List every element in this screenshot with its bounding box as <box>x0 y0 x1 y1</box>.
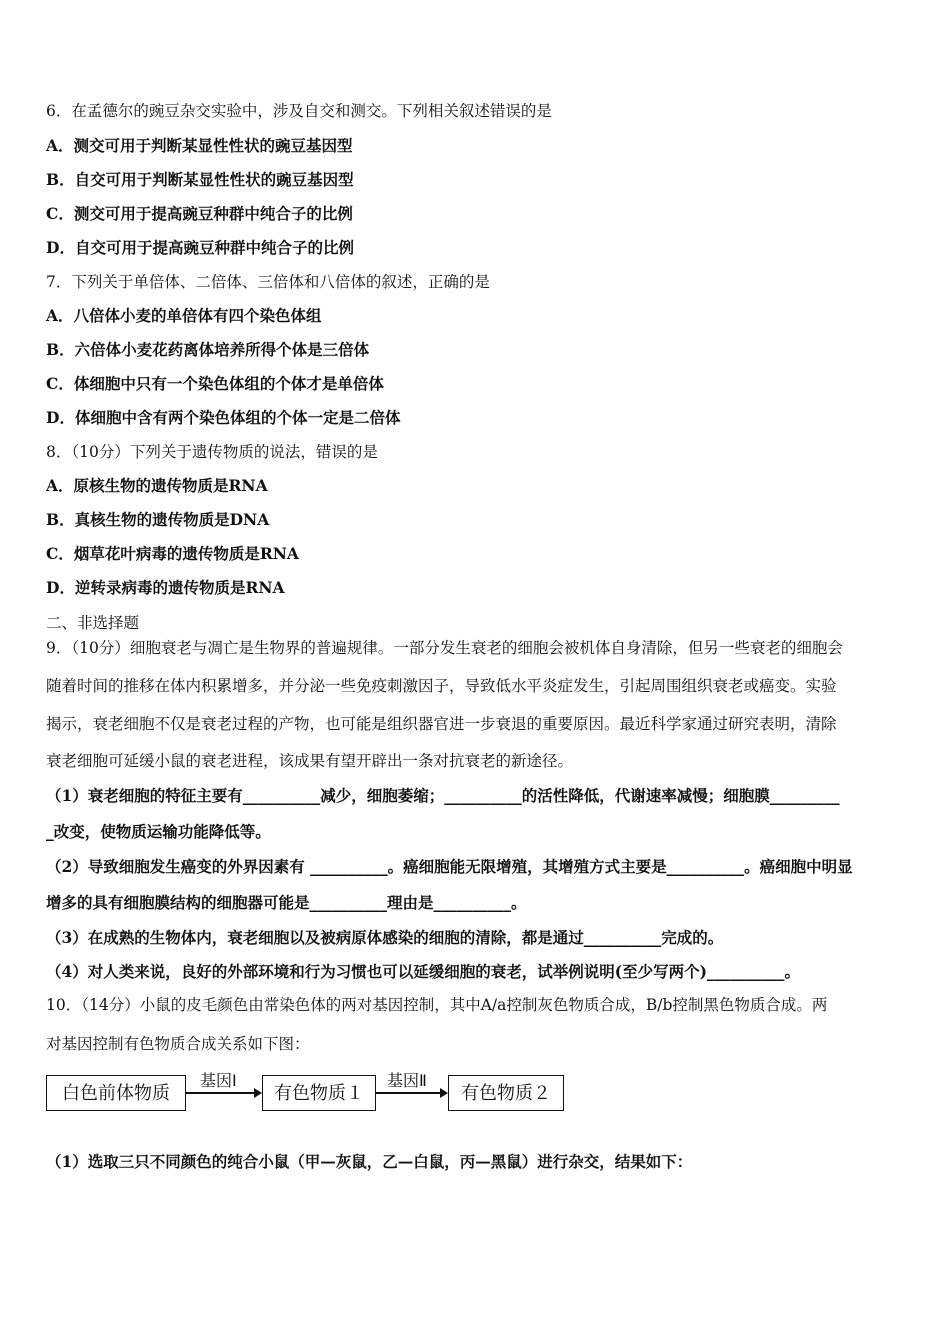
q6-option-c: C．测交可用于提高豌豆种群中纯合子的比例 <box>46 204 353 223</box>
gene-1-label: 基因Ⅰ <box>200 1071 237 1090</box>
q8-option-b: B．真核生物的遗传物质是DNA <box>46 510 270 529</box>
q9-sub1-line1: （1）衰老细胞的特征主要有__________减少，细胞萎缩；__________的活性降低，代谢速率减慢；细胞膜_________ <box>46 786 840 805</box>
q7-option-b: B．六倍体小麦花药离体培养所得个体是三倍体 <box>46 340 370 359</box>
q8-option-a: A．原核生物的遗传物质是RNA <box>46 476 268 495</box>
pathway-diagram <box>44 1070 584 1120</box>
q10-stem-line2: 对基因控制有色物质合成关系如下图： <box>46 1035 310 1053</box>
q8-option-c: C．烟草花叶病毒的遗传物质是RNA <box>46 544 299 563</box>
q6-stem: 6．在孟德尔的豌豆杂交实验中，涉及自交和测交。下列相关叙述错误的是 <box>46 102 552 120</box>
arrowhead-2 <box>440 1088 448 1098</box>
q7-option-a: A．八倍体小麦的单倍体有四个染色体组 <box>46 306 322 325</box>
q10-sub1: （1）选取三只不同颜色的纯合小鼠（甲—灰鼠，乙—白鼠，丙—黑鼠）进行杂交，结果如下： <box>46 1152 693 1171</box>
q7-option-d: D．体细胞中含有两个染色体组的个体一定是二倍体 <box>46 408 401 427</box>
white-precursor-box: 白色前体物质 <box>46 1075 186 1111</box>
q6-option-d: D．自交可用于提高豌豆种群中纯合子的比例 <box>46 238 354 257</box>
q7-option-c: C．体细胞中只有一个染色体组的个体才是单倍体 <box>46 374 384 393</box>
q8-stem: 8．（10分）下列关于遗传物质的说法，错误的是 <box>46 443 378 461</box>
q8-option-d: D．逆转录病毒的遗传物质是RNA <box>46 578 285 597</box>
section-heading: 二、非选择题 <box>46 614 140 632</box>
q9-sub1-line2: _改变，使物质运输功能降低等。 <box>46 822 271 841</box>
q6-option-b: B．自交可用于判断某显性性状的豌豆基因型 <box>46 170 354 189</box>
gene-2-label: 基因Ⅱ <box>387 1071 427 1090</box>
q10-stem-line1: 10．（14分）小鼠的皮毛颜色由常染色体的两对基因控制，其中A/a控制灰色物质合成，B/b控制黑色物质合成。两 <box>46 996 828 1014</box>
colored-substance-1-box: 有色物质１ <box>262 1075 376 1111</box>
q9-para-line-1: 9．（10分）细胞衰老与凋亡是生物界的普遍规律。一部分发生衰老的细胞会被机体自身清除，但另一些衰老的细胞会 <box>46 639 843 657</box>
q7-stem: 7．下列关于单倍体、二倍体、三倍体和八倍体的叙述，正确的是 <box>46 273 490 291</box>
q9-sub2-line2: 增多的具有细胞膜结构的细胞器可能是__________理由是__________。 <box>46 893 527 912</box>
q9-para-line-4: 衰老细胞可延缓小鼠的衰老进程，该成果有望开辟出一条对抗衰老的新途径。 <box>46 752 574 770</box>
q9-para-line-2: 随着时间的推移在体内积累增多，并分泌一些免疫刺激因子，导致低水平炎症发生，引起周围组织衰老或癌变。实验 <box>46 677 837 695</box>
q9-sub4: （4）对人类来说，良好的外部环境和行为习惯也可以延缓细胞的衰老，试举例说明(至少写两个)__________。 <box>46 962 800 981</box>
colored-substance-2-box: 有色物质２ <box>448 1075 564 1111</box>
arrow-1 <box>186 1092 254 1094</box>
q9-sub2-line1: （2）导致细胞发生癌变的外界因素有 __________。癌细胞能无限增殖，其增殖方式主要是__________。癌细胞中明显 <box>46 857 853 876</box>
arrowhead-1 <box>254 1088 262 1098</box>
q6-option-a: A．测交可用于判断某显性性状的豌豆基因型 <box>46 136 353 155</box>
arrow-2 <box>376 1092 440 1094</box>
q9-sub3: （3）在成熟的生物体内，衰老细胞以及被病原体感染的细胞的清除，都是通过__________完成的。 <box>46 928 724 947</box>
q9-para-line-3: 揭示，衰老细胞不仅是衰老过程的产物，也可能是组织器官进一步衰退的重要原因。最近科学家通过研究表明，清除 <box>46 715 837 733</box>
